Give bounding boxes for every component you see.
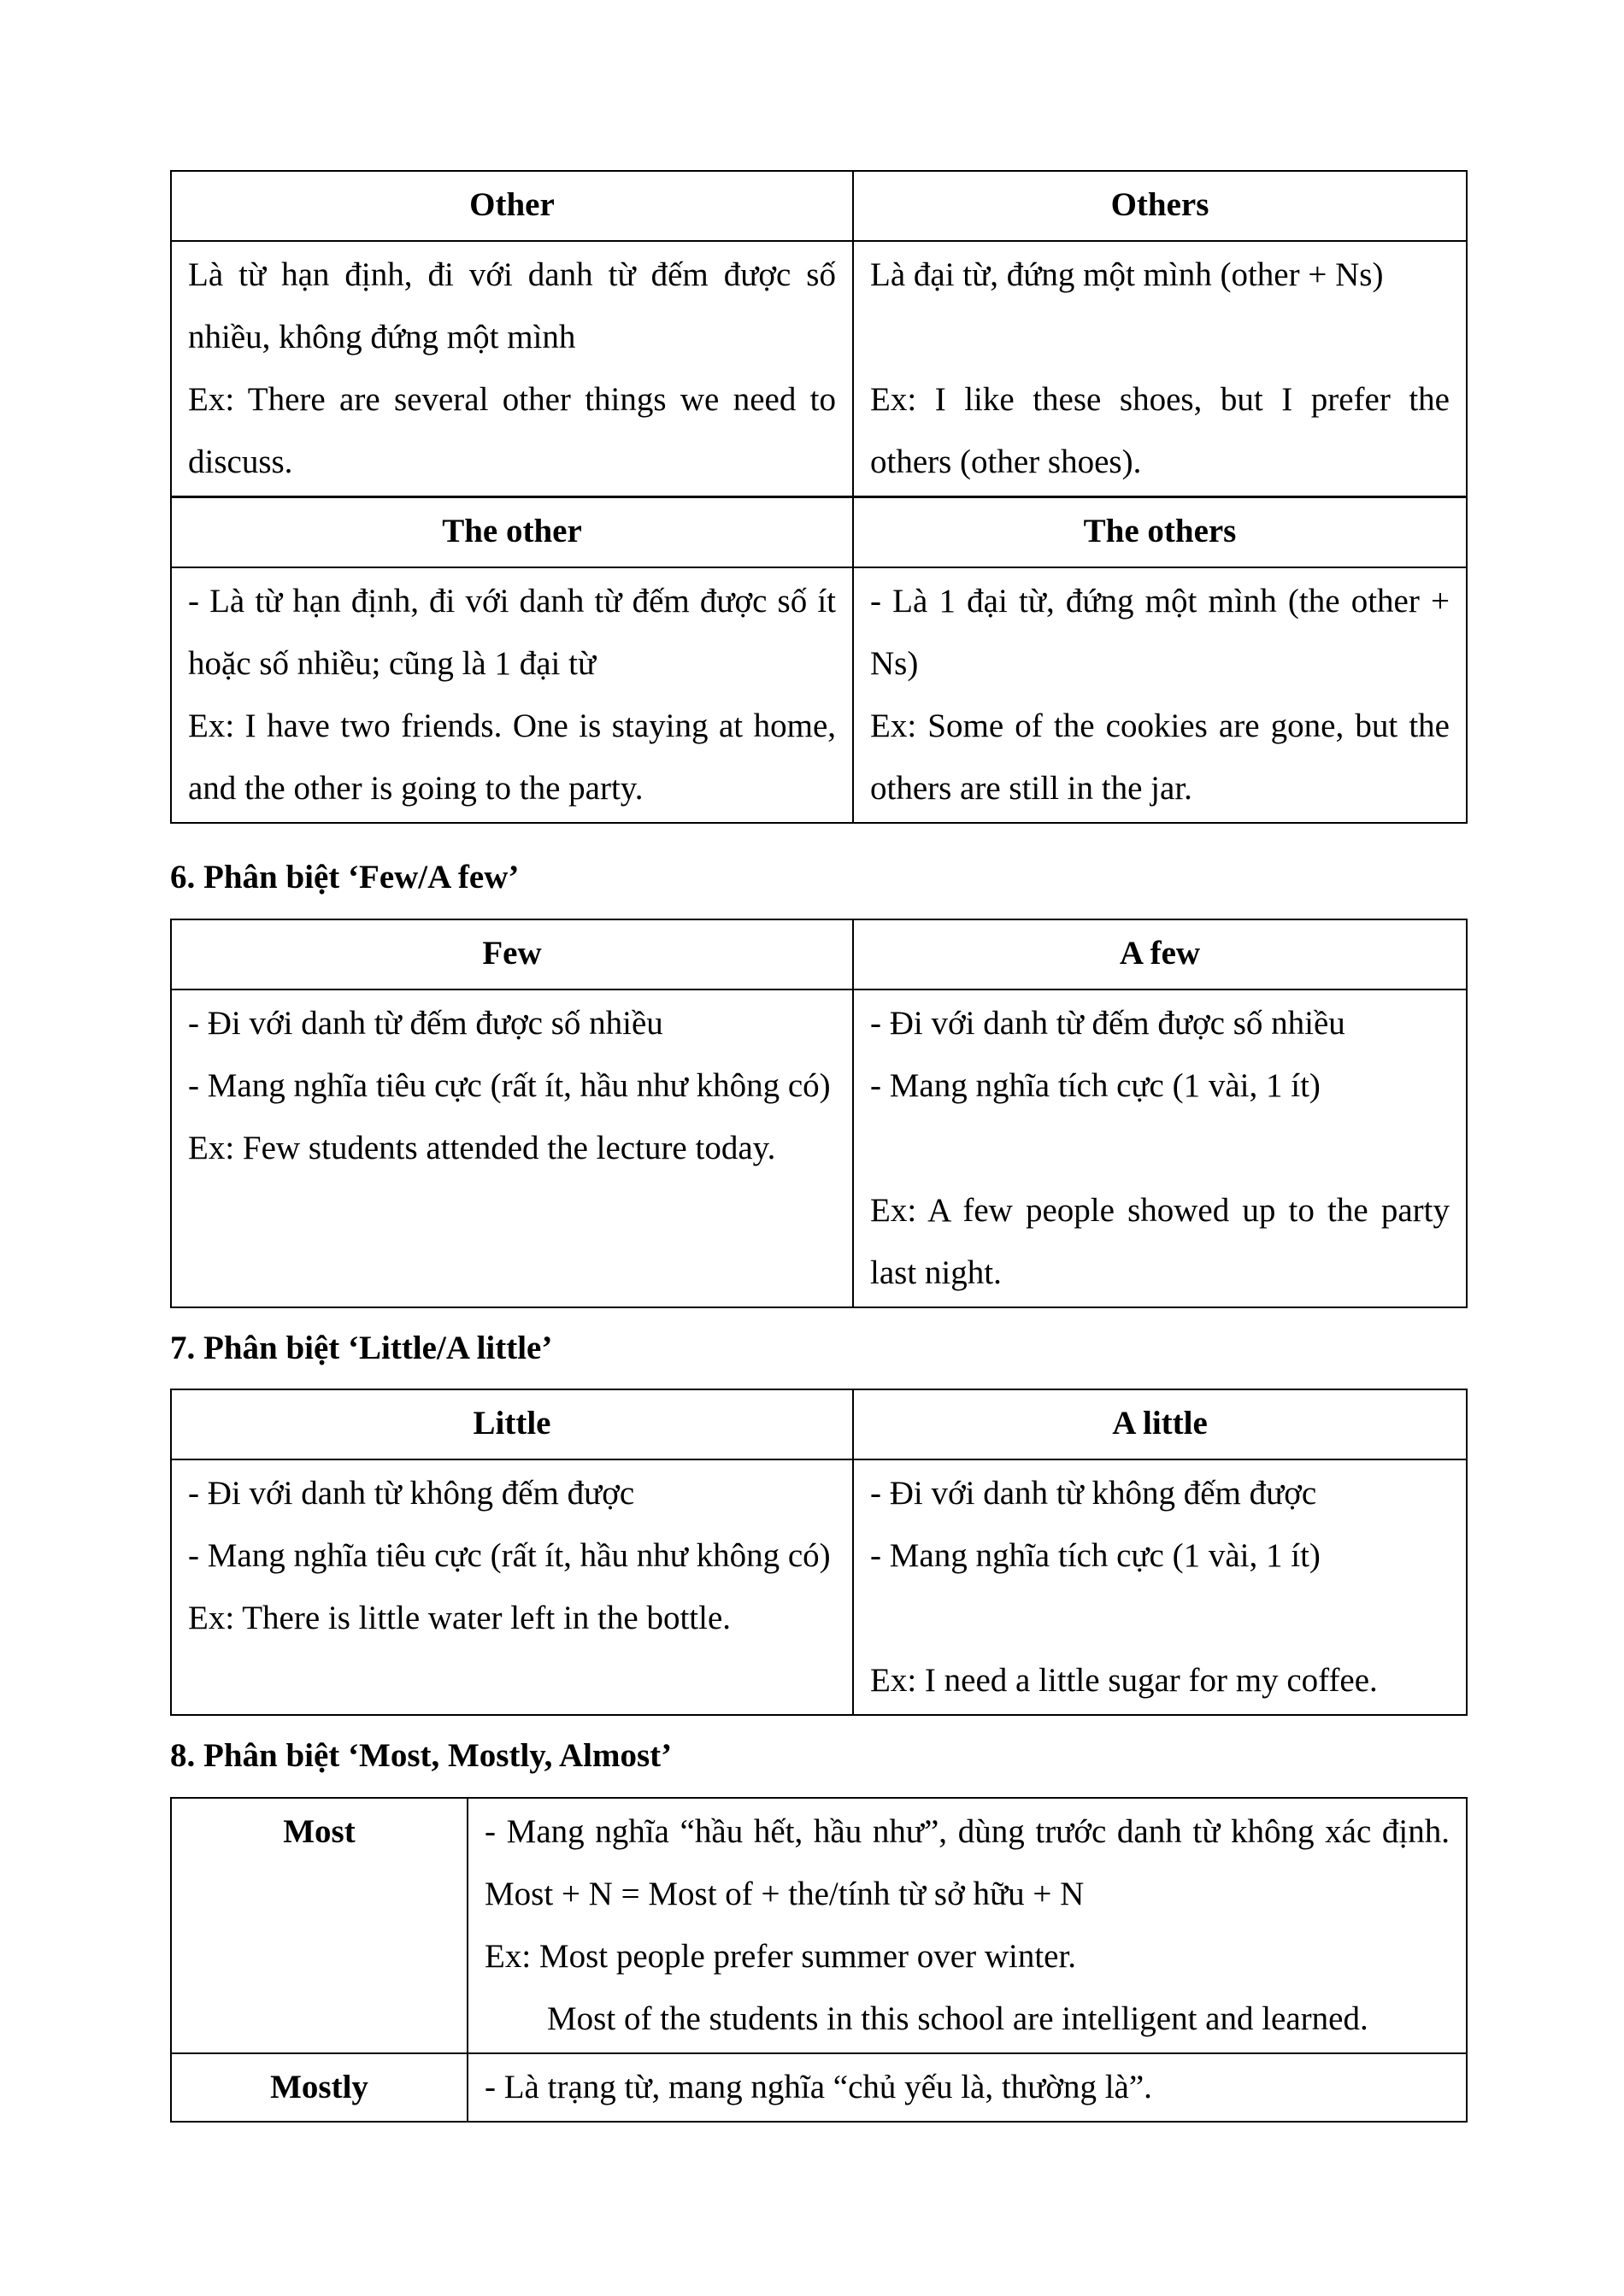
a-little-line-1: - Đi với danh từ không đếm được xyxy=(870,1475,1317,1512)
table-most-mostly xyxy=(170,1797,1468,2123)
a-little-example: Ex: I need a little sugar for my coffee. xyxy=(870,1662,1378,1699)
few-example: Ex: Few students attended the lecture today. xyxy=(188,1130,776,1166)
table-row xyxy=(171,567,1467,823)
other-description: Là từ hạn định, đi với danh từ đếm được số nhiều, không đứng một mình xyxy=(188,256,836,355)
table-row-most xyxy=(171,1798,1467,2053)
table-row-mostly xyxy=(171,2053,1467,2122)
little-line-1: - Đi với danh từ không đếm được xyxy=(188,1475,635,1512)
the-others-example: Ex: Some of the cookies are gone, but the others are still in the jar. xyxy=(870,708,1450,807)
cell-others xyxy=(853,241,1467,496)
cell-few xyxy=(171,989,853,1307)
table-the-other-the-others xyxy=(170,496,1468,824)
cell-the-other xyxy=(171,567,853,823)
header-little: Little xyxy=(171,1389,853,1459)
most-description: - Mang nghĩa “hầu hết, hầu như”, dùng trước danh từ không xác định. Most + N = Most of + the/tính từ sở hữu + N xyxy=(485,1813,1450,1912)
header-the-others: The others xyxy=(853,497,1467,567)
section-7-title: 7. Phân biệt ‘Little/A little’ xyxy=(170,1330,553,1366)
table-row xyxy=(171,989,1467,1307)
the-others-description: - Là 1 đại từ, đứng một mình (the other + Ns) xyxy=(870,583,1450,682)
header-a-few: A few xyxy=(853,919,1467,989)
table-few-a-few xyxy=(170,919,1468,1308)
table-header-row xyxy=(171,919,1467,989)
others-description: Là đại từ, đứng một mình (other + Ns) xyxy=(870,256,1384,293)
cell-the-others xyxy=(853,567,1467,823)
the-other-description: - Là từ hạn định, đi với danh từ đếm được số ít hoặc số nhiều; cũng là 1 đại từ xyxy=(188,583,836,682)
cell-most xyxy=(468,1798,1467,2053)
others-example: Ex: I like these shoes, but I prefer the others (other shoes). xyxy=(870,381,1450,480)
cell-mostly xyxy=(468,2053,1467,2122)
table-row xyxy=(171,1459,1467,1715)
a-few-example: Ex: A few people showed up to the party last night. xyxy=(870,1192,1450,1291)
few-line-2: - Mang nghĩa tiêu cực (rất ít, hầu như không có) xyxy=(188,1067,831,1104)
cell-little xyxy=(171,1459,853,1715)
a-few-line-2: - Mang nghĩa tích cực (1 vài, 1 ít) xyxy=(870,1067,1321,1104)
mostly-description: - Là trạng từ, mang nghĩa “chủ yếu là, thường là”. xyxy=(485,2069,1152,2105)
few-line-1: - Đi với danh từ đếm được số nhiều xyxy=(188,1005,663,1042)
table-header-row xyxy=(171,171,1467,241)
table-row xyxy=(171,241,1467,496)
header-other: Other xyxy=(171,171,853,241)
most-example-2: Most of the students in this school are intelligent and learned. xyxy=(547,2000,1368,2037)
the-other-example: Ex: I have two friends. One is staying at home, and the other is going to the party. xyxy=(188,708,836,807)
table-little-a-little xyxy=(170,1389,1468,1716)
a-little-line-2: - Mang nghĩa tích cực (1 vài, 1 ít) xyxy=(870,1537,1321,1574)
section-8-title: 8. Phân biệt ‘Most, Mostly, Almost’ xyxy=(170,1737,673,1774)
table-other-others xyxy=(170,170,1468,497)
most-example-1: Ex: Most people prefer summer over winter. xyxy=(485,1938,1077,1975)
table-header-row xyxy=(171,497,1467,567)
cell-other xyxy=(171,241,853,496)
label-most: Most xyxy=(171,1798,468,2053)
little-line-2: - Mang nghĩa tiêu cực (rất ít, hầu như không có) xyxy=(188,1537,831,1574)
cell-a-little xyxy=(853,1459,1467,1715)
a-few-line-1: - Đi với danh từ đếm được số nhiều xyxy=(870,1005,1345,1042)
header-a-little: A little xyxy=(853,1389,1467,1459)
cell-a-few xyxy=(853,989,1467,1307)
other-example: Ex: There are several other things we need to discuss. xyxy=(188,381,836,480)
header-the-other: The other xyxy=(171,497,853,567)
label-mostly: Mostly xyxy=(171,2053,468,2122)
header-others: Others xyxy=(853,171,1467,241)
header-few: Few xyxy=(171,919,853,989)
table-header-row xyxy=(171,1389,1467,1459)
section-6-title: 6. Phân biệt ‘Few/A few’ xyxy=(170,859,520,895)
little-example: Ex: There is little water left in the bottle. xyxy=(188,1600,732,1636)
